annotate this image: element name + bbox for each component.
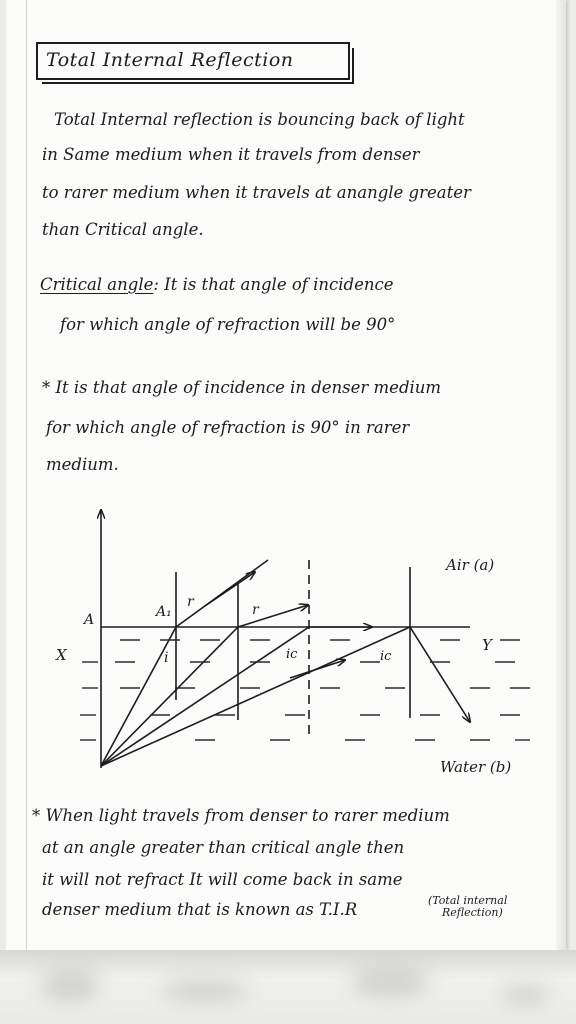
conclusion-line-4: denser medium that is known as T.I.R [42,900,358,919]
conclusion-line-1: * When light travels from denser to rarer medium [32,806,450,825]
incident-arrow [290,660,345,678]
label-r2: r [252,602,259,618]
water-lines [80,640,530,740]
critical-angle-line-2: for which angle of refraction will be 90° [60,315,396,334]
definition-line-1: Total Internal reflection is bouncing back of light [54,110,465,129]
definition-line-3: to rarer medium when it travels at anangle greater [42,183,471,202]
label-water: Water (b) [440,758,512,776]
background-blur [0,950,576,1024]
conclusion-line-3: it will not refract It will come back in same [42,870,403,889]
incident-ray-3 [101,627,309,766]
note-line-3: medium. [46,455,119,474]
note-line-2: for which angle of refraction is 90° in rarer [46,418,410,437]
refracted-arrow-1 [205,572,255,606]
label-X: X [56,646,67,664]
label-r1: r [187,594,194,610]
label-A: A [84,612,95,628]
label-air: Air (a) [446,556,495,574]
conclusion-line-2: at an angle greater than critical angle then [42,838,405,857]
reflected-ray [410,627,470,722]
label-i: i [164,650,169,666]
incident-ray-1 [101,627,176,766]
tir-expansion-1: (Total internal [428,894,508,907]
note-line-1: * It is that angle of incidence in denser medium [42,378,442,397]
definition-line-4: than Critical angle. [42,220,204,239]
label-Y: Y [482,636,492,654]
incident-ray-4 [101,627,410,766]
label-A1: A₁ [156,604,172,620]
definition-line-2: in Same medium when it travels from denser [42,145,420,164]
critical-angle-text: : It is that angle of incidence [153,275,394,294]
refracted-ray-2 [238,605,308,627]
label-ic-1: ic [286,647,298,662]
critical-angle-heading: Critical angle [40,275,154,294]
label-ic-2: ic [380,649,392,664]
incident-ray-2 [101,627,238,766]
tir-expansion-2: Reflection) [442,906,503,919]
page-title: Total Internal Reflection [46,49,294,71]
